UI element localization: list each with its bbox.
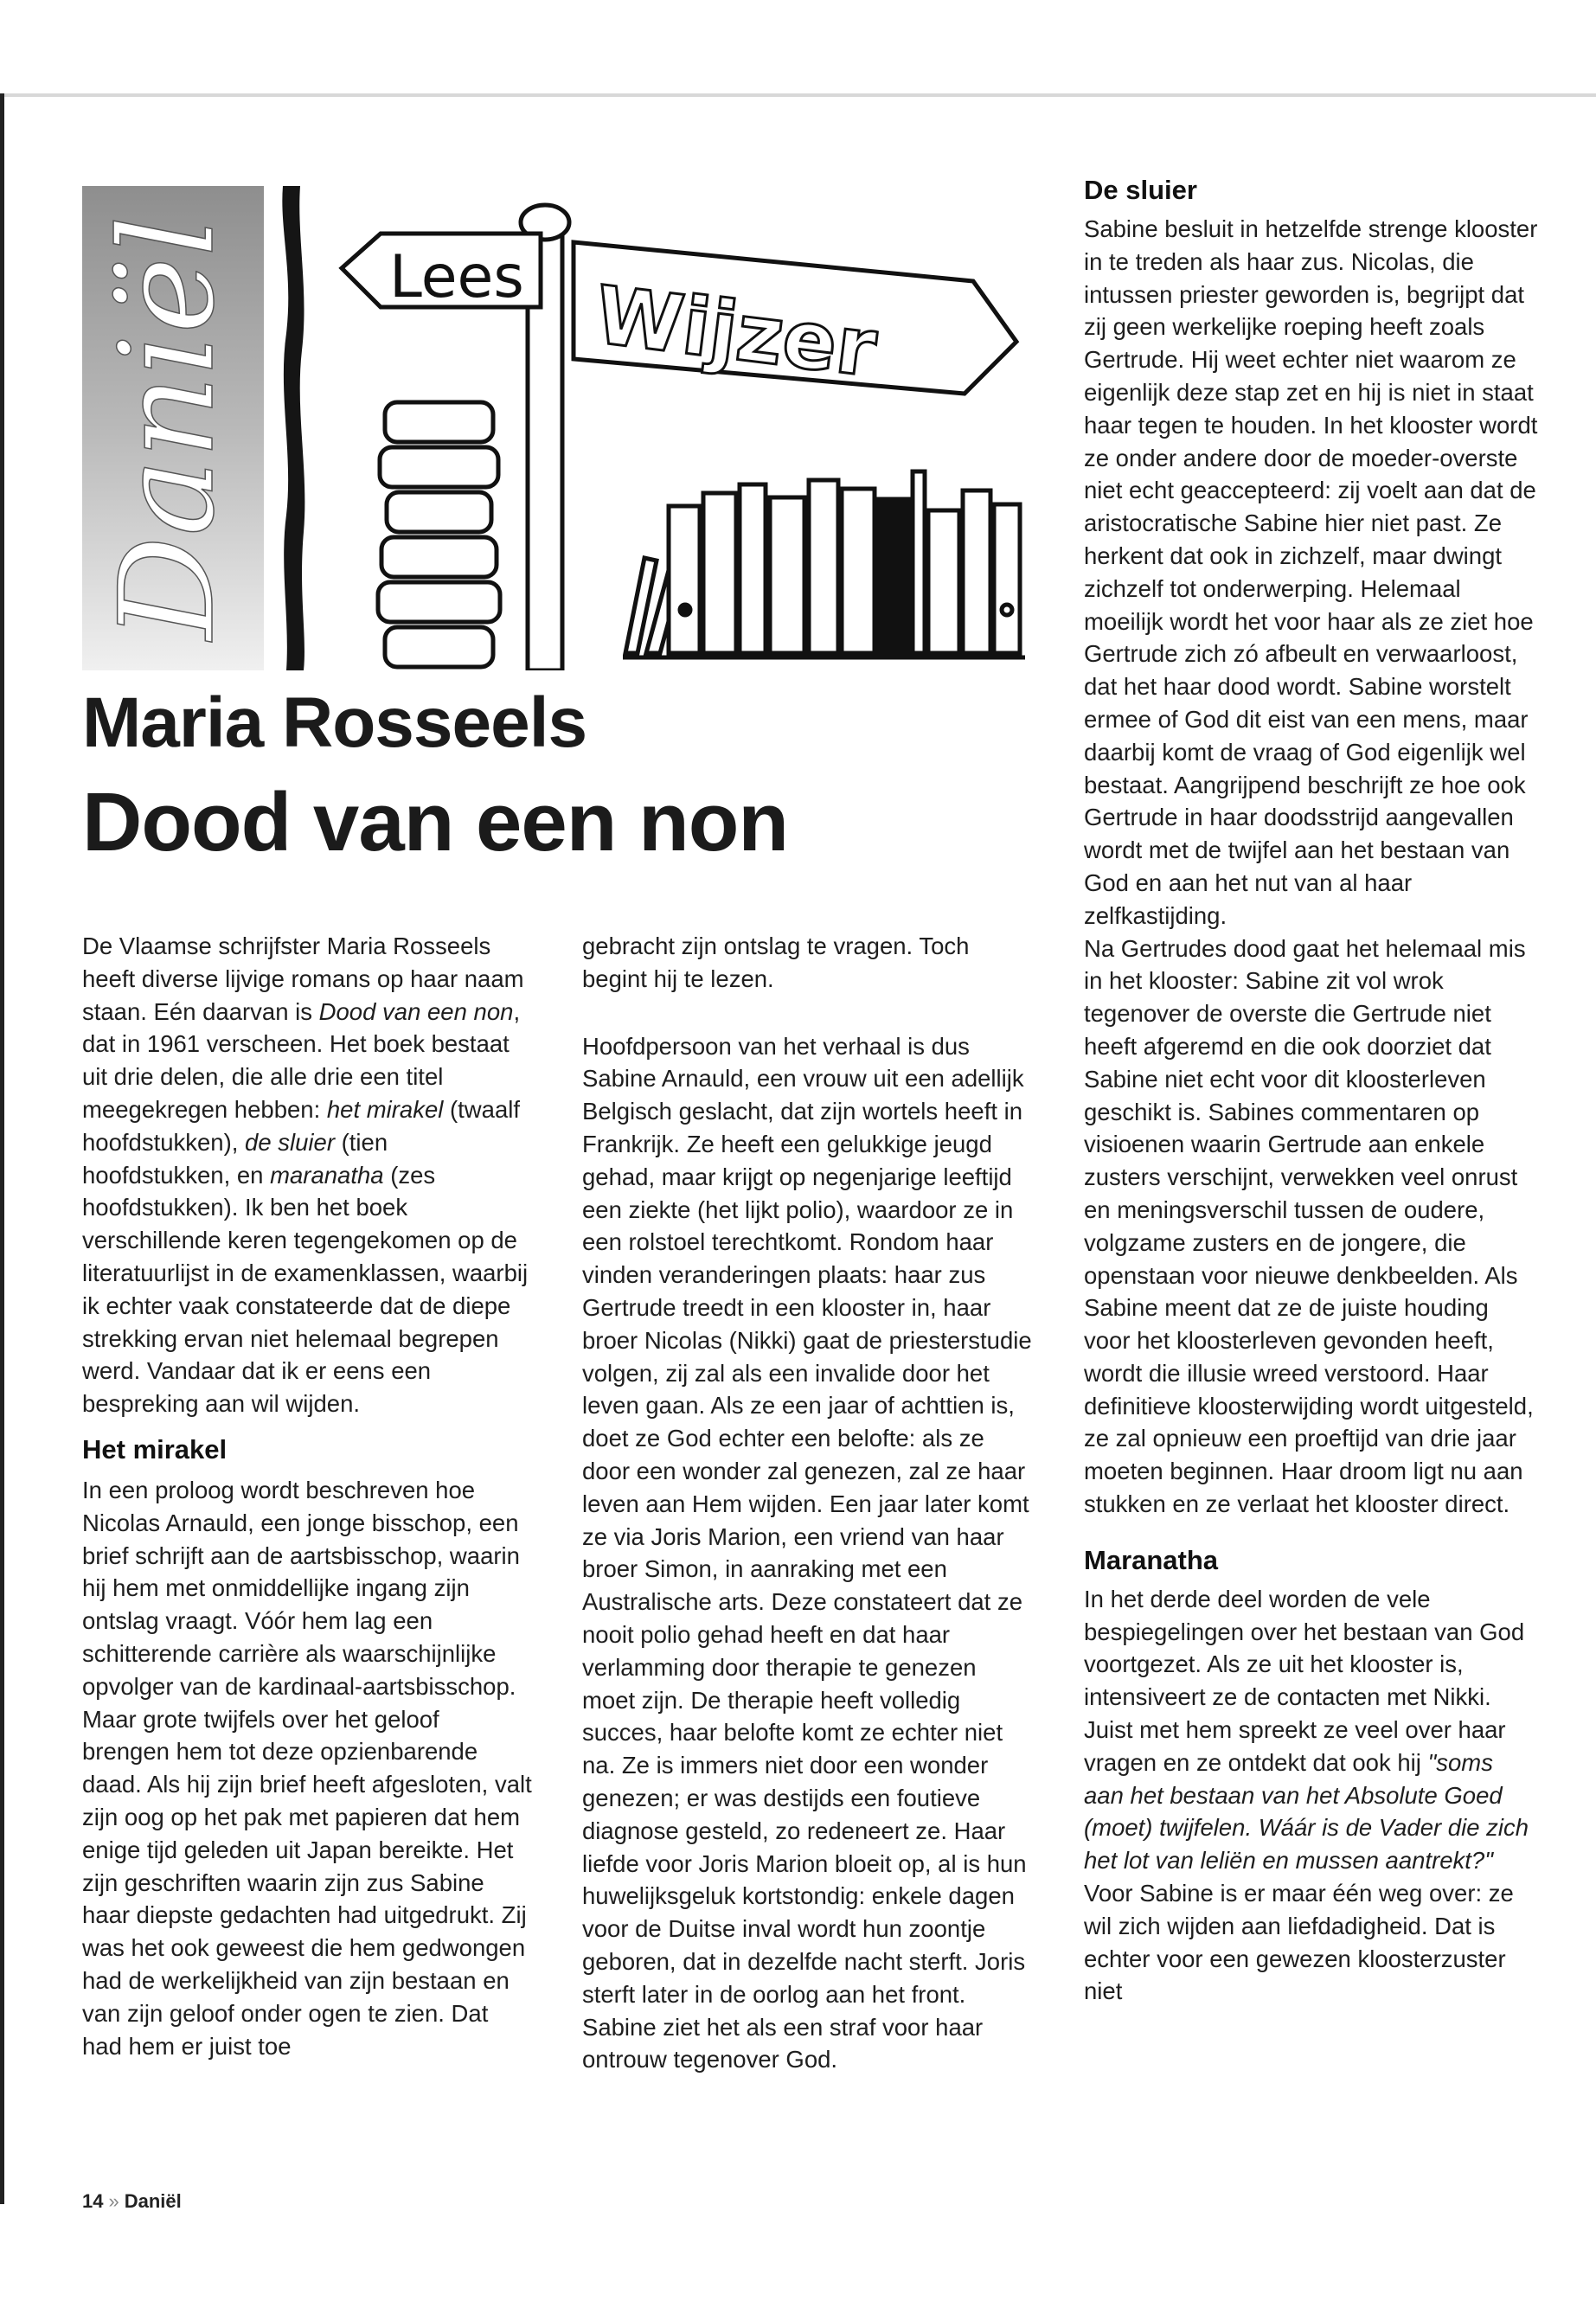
sluier-paragraph: Sabine besluit in hetzelfde strenge klooster in te treden als haar zus. Nicolas, die intussen priester geworden is, begrijpt dat zij geen werkelijke roeping heeft zoals Gertrude. Hij weet echter niet waarom ze eigenlijk deze stap zet en hij is niet in staat haar tegen te houden. In het klooster wordt ze onder andere door de moeder-overste niet echt geaccepteerd: zij voelt aan dat de aristocratische Sabine hier niet past. Ze herkent dat ook in zichzelf, maar dwingt zichzelf tot onderwerping. Helemaal moeilijk wordt het voor haar als ze ziet hoe Gertrude zich zó afbeult en verwaarloost, dat het haar dood wordt. Sabine worstelt ermee of God dit eist van een mens, maar daarbij komt de vraag of God eigenlijk wel bestaat. Aangrijpend beschrijft ze hoe ook Gertrude in haar doodsstrijd aangevallen wordt met de twijfel aan het bestaan van God en aan het nut van al haar zelfkastijding.	[1084, 215, 1538, 929]
mirakel-paragraph: In een proloog wordt beschreven hoe Nicolas Arnauld, een jonge bisschop, een brief schrijft aan de aartsbisschop, waarin hij hem met onmiddellijke ingang zijn ontslag vraagt. Vóór hem lag een schitterende carrière als waarschijnlijke opvolger van de kardinaal-aartsbisschop. Maar grote twijfels over het geloof brengen hem tot deze opzienbarende daad. Als hij zijn brief heeft afgesloten, valt zijn oog op het pak met papieren dat hem enige tijd geleden uit Japan bereikte. Het zijn geschriften waarin zijn zus Sabine haar diepste gedachten had uitgedrukt. Zij was het ook geweest die hem gedwongen had de werkelijkheid van zijn bestaan en van zijn geloof onder ogen te zien. Dat had hem er juist toe	[82, 1476, 532, 2060]
book-stack	[378, 402, 500, 667]
hoofdpersoon-paragraph: Hoofdpersoon van het verhaal is dus Sabine Arnauld, een vrouw uit een adellijk Belgisch geslacht, dat zijn wortels heeft in Frankrijk. Ze heeft een gelukkige jeugd gehad, maar krijgt op negenjarige leeftijd een ziekte (het lijkt polio), waardoor ze in een rolstoel terechtkomt. Rondom haar vinden veranderingen plaats: haar zus Gertrude treedt in een klooster in, haar broer Nicolas (Nikki) gaat de priesterstudie volgen, zij zal als een invalide door het leven gaan. Als ze een jaar of achttien is, doet ze God echter een belofte: als ze door een wonder zal genezen, zal ze haar leven aan Hem wijden. Een jaar later komt ze via Joris Marion, een vriend van haar broer Simon, in aanraking met een Australische arts. Deze constateert dat ze nooit polio gehad heeft en dat haar verlamming door therapie te genezen moet zijn. De therapie heeft volledig succes, haar belofte komt ze echter niet na. Ze is immers niet door een wonder genezen; er was destijds een foutieve diagnose gesteld, zo redeneert ze. Haar liefde voor Joris Marion bloeit op, al is hun huwelijksgeluk kortstondig: enkele dagen voor de Duitse inval wordt hun zoontje geboren, dat in dezelfde nacht sterft. Joris sterft later in de oorlog aan het front. Sabine ziet het als een straf voor haar ontrouw tegenover God.	[582, 1032, 1032, 2073]
heading-het-mirakel: Het mirakel	[82, 1433, 228, 1465]
continued-paragraph: gebracht zijn ontslag te vragen. Toch begint hij te lezen.	[582, 933, 970, 992]
bookshelf	[623, 471, 1025, 657]
gertrude-dood-paragraph: Na Gertrudes dood gaat het helemaal mis in het klooster: Sabine zit vol wrok tegenover de overste die Gertrude niet heeft afgeremd en die ook doorziet dat Sabine niet echt voor dit kloosterleven geschikt is. Sabines commentaren op visioenen waarin Gertrude aan enkele zusters verschijnt, verwekken veel onrust en meningsverschil tussen de oudere, volgzame zusters en de jongere, die openstaan voor nieuwe denkbeelden. Als Sabine meent dat ze de juiste houding voor het kloosterleven gevonden heeft, wordt die illusie wreed verstoord. Haar definitieve kloosterwijding wordt uitgesteld, ze zal opnieuw een proeftijd van drie jaar moeten beginnen. Haar droom ligt nu aan stukken en ze verlaat het klooster direct.	[1084, 934, 1534, 1518]
text-column-2	[582, 930, 1032, 2076]
top-edge-rule	[0, 93, 1596, 97]
part-title-1: het mirakel	[326, 1095, 444, 1123]
lees-label: Lees	[389, 243, 524, 311]
magazine-name: Daniël	[124, 2190, 182, 2212]
book-title: Dood van een non	[318, 997, 514, 1025]
page-footer	[82, 2190, 182, 2213]
left-edge-rule	[0, 93, 4, 2204]
text-column-3	[1084, 171, 1538, 2008]
daniel-logo: Daniël	[93, 215, 243, 640]
part-title-3: maranatha	[270, 1161, 384, 1189]
article-title: Dood van een non	[82, 776, 789, 868]
heading-de-sluier: De sluier	[1084, 175, 1197, 205]
maranatha-paragraph: In het derde deel worden de vele bespiegelingen over het bestaan van God voortgezet. Als ze uit het klooster is, intensiveert ze de contacten met Nikki. Juist met hem spreekt ze veel over haar vragen en ze ontdekt dat ook hij "soms aan het bestaan van het Absolute Goed (moet) twijfelen. Wáár is de Vader die zich het lot van leliën en mussen aantrekt?" Voor Sabine is er maar één weg over: ze wil zich wijden aan liefdadigheid. Dat is echter voor een gewezen kloosterzuster niet	[1084, 1585, 1529, 2005]
decorative-bar	[282, 186, 304, 670]
wijzer-label: Wijzer	[590, 268, 881, 395]
text-column-1	[82, 930, 532, 2062]
heading-maranatha: Maranatha	[1084, 1544, 1219, 1575]
banner-illustration	[82, 186, 1034, 670]
intro-paragraph: De Vlaamse schrijfster Maria Rosseels heeft diverse lijvige romans op haar naam staan. Eén daarvan is Dood van een non, dat in 1961 verscheen. Het boek bestaat uit drie delen, die alle drie een titel meegekregen hebben: het mirakel (twaalf hoofdstukken), de sluier (tien hoofdstukken, en maranatha (zes hoofdstukken). Ik ben het boek verschillende keren tegengekomen op de literatuurlijst in de examenklassen, waarbij ik echter vaak constateerde dat de diepe strekking ervan niet helemaal begrepen werd. Vandaar dat ik er eens een bespreking aan wil wijden.	[82, 933, 529, 1418]
page-number: 14	[82, 2190, 104, 2212]
part-title-2: de sluier	[245, 1128, 335, 1156]
quote: "soms aan het bestaan van het Absolute Goed (moet) twijfelen. Wáár is de Vader die zich het lot van leliën en mussen aantrekt?"	[1084, 1748, 1529, 1875]
lees-wijzer-banner	[82, 186, 1034, 670]
footer-separator: »	[108, 2190, 119, 2212]
article-author: Maria Rosseels	[82, 683, 587, 762]
